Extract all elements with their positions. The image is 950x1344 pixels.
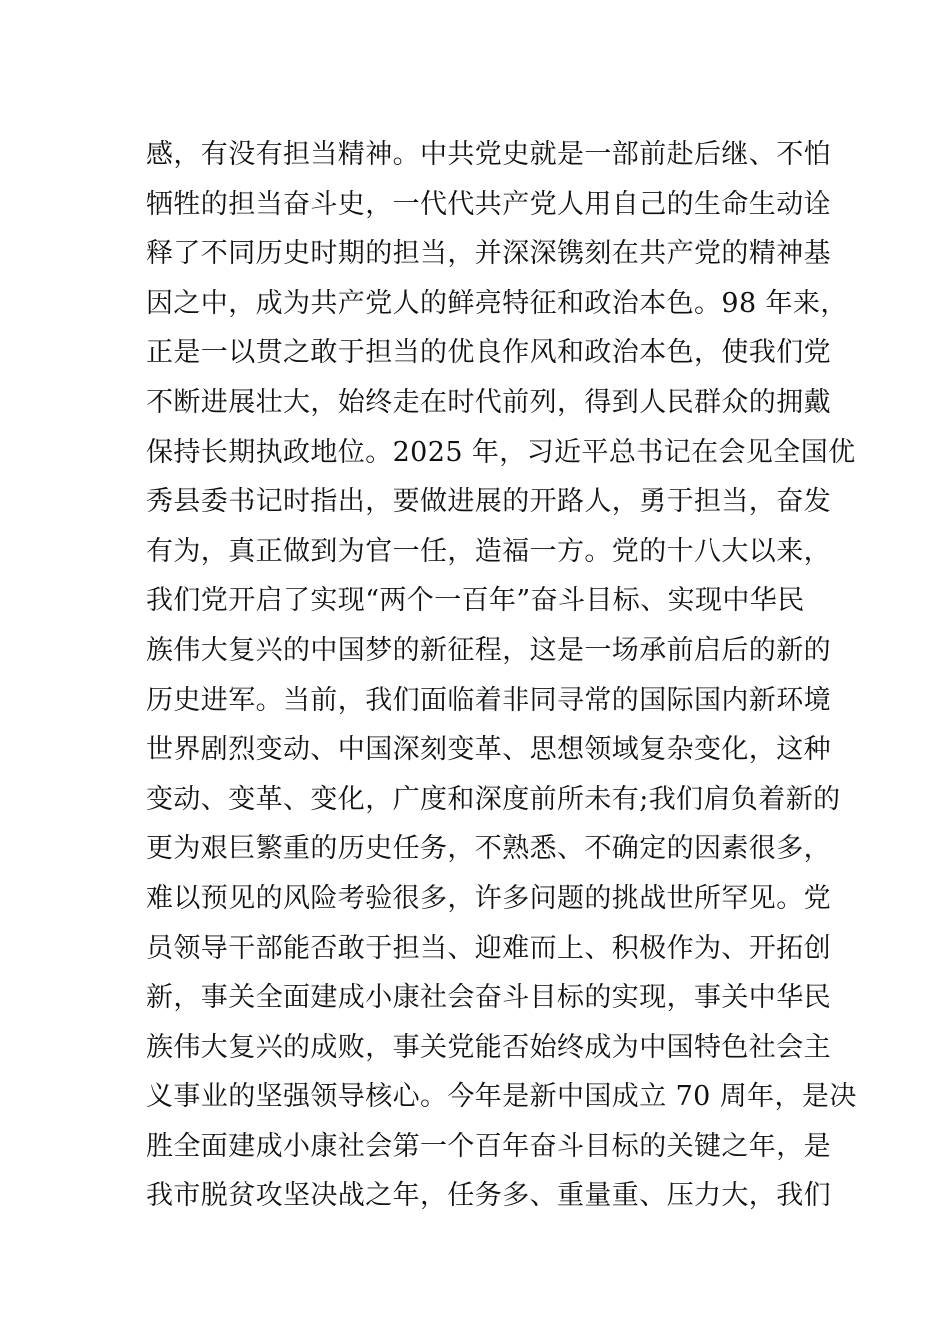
text-line: 胜全面建成小康社会第一个百年奋斗目标的关键之年，是 bbox=[146, 1130, 831, 1162]
text-line: 我们党开启了实现“两个一百年”奋斗目标、实现中华民 bbox=[146, 585, 805, 617]
text-line: 变动、变革、变化，广度和深度前所未有;我们肩负着新的 bbox=[146, 783, 841, 815]
text-line: 感，有没有担当精神。中共党史就是一部前赴后继、不怕 bbox=[146, 139, 831, 170]
text-line: 难以预见的风险考验很多，许多问题的挑战世所罕见。党 bbox=[146, 882, 831, 914]
text-line: 义事业的坚强领导核心。今年是新中国成立 70 周年，是决 bbox=[146, 1081, 857, 1113]
body-text bbox=[146, 130, 857, 1221]
text-line: 员领导干部能否敢于担当、迎难而上、积极作为、开拓创 bbox=[146, 932, 831, 964]
text-line: 释了不同历史时期的担当，并深深镌刻在共产党的精神基 bbox=[146, 238, 831, 270]
text-line: 族伟大复兴的成败，事关党能否始终成为中国特色社会主 bbox=[146, 1031, 831, 1063]
text-line: 历史进军。当前，我们面临着非同寻常的国际国内新环境 bbox=[146, 684, 831, 716]
text-line: 正是一以贯之敢于担当的优良作风和政治本色，使我们党 bbox=[146, 337, 831, 369]
text-line: 新，事关全面建成小康社会奋斗目标的实现，事关中华民 bbox=[146, 982, 831, 1014]
text-line: 族伟大复兴的中国梦的新征程，这是一场承前启后的新的 bbox=[146, 634, 831, 666]
text-line: 有为，真正做到为官一任，造福一方。党的十八大以来， bbox=[146, 535, 831, 567]
text-line: 保持长期执政地位。2025 年，习近平总书记在会见全国优 bbox=[146, 436, 856, 468]
text-line: 牺牲的担当奋斗史，一代代共产党人用自己的生命生动诠 bbox=[146, 188, 831, 220]
text-line: 不断进展壮大，始终走在时代前列，得到人民群众的拥戴 bbox=[146, 386, 831, 418]
text-line: 我市脱贫攻坚决战之年，任务多、重量重、压力大，我们 bbox=[146, 1180, 831, 1212]
text-line: 世界剧烈变动、中国深刻变革、思想领域复杂变化，这种 bbox=[146, 734, 831, 766]
text-line: 因之中，成为共产党人的鲜亮特征和政治本色。98 年来， bbox=[146, 287, 848, 319]
text-line: 秀县委书记时指出，要做进展的开路人，勇于担当，奋发 bbox=[146, 486, 831, 518]
text-line: 更为艰巨繁重的历史任务，不熟悉、不确定的因素很多， bbox=[146, 833, 831, 865]
